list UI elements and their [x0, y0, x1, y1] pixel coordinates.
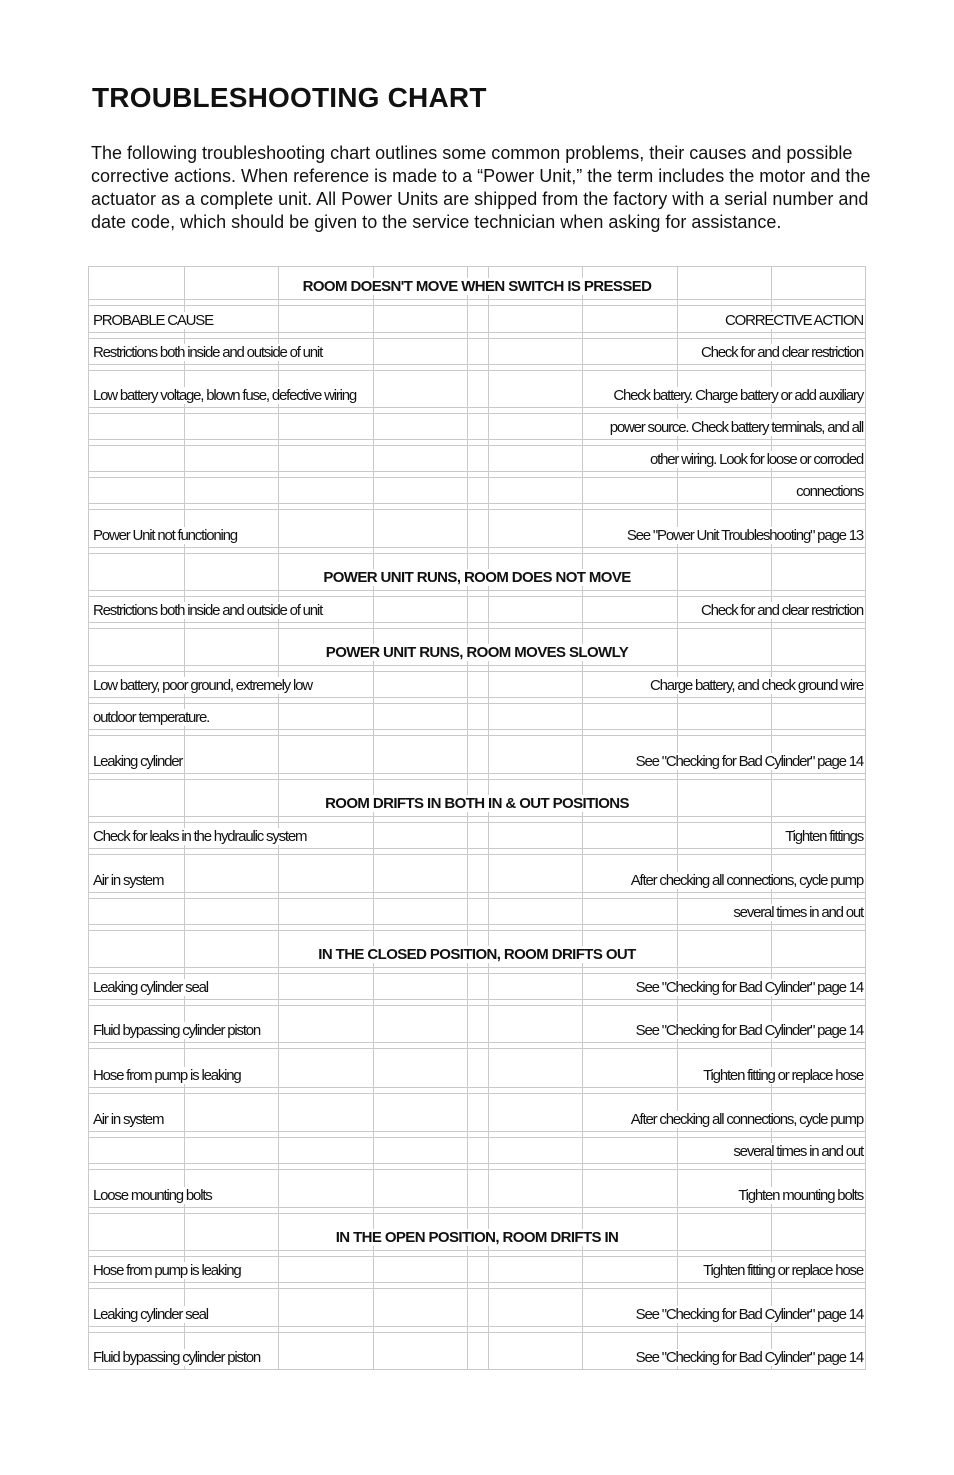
- row-gridline: [89, 924, 865, 925]
- table-row: [89, 697, 865, 729]
- section-heading-text: POWER UNIT RUNS, ROOM DOES NOT MOVE: [323, 569, 631, 586]
- table-row: [89, 407, 865, 439]
- probable-cause-cell: Air in system: [93, 1111, 164, 1128]
- table-row: [89, 741, 865, 773]
- probable-cause-cell: Restrictions both inside and outside of unit: [93, 602, 323, 619]
- corrective-action-cell: connections: [796, 483, 863, 500]
- section-heading-text: POWER UNIT RUNS, ROOM MOVES SLOWLY: [325, 644, 629, 661]
- table-row: [89, 1294, 865, 1326]
- probable-cause-cell: Fluid bypassing cylinder piston: [93, 1022, 261, 1039]
- corrective-action-cell: several times in and out: [733, 1143, 863, 1160]
- corrective-action-cell: several times in and out: [733, 904, 863, 921]
- corrective-action-cell: See "Power Unit Troubleshooting" page 13: [626, 527, 863, 544]
- corrective-action-cell: Check battery. Charge battery or add auxiliary: [613, 387, 863, 404]
- table-row: [89, 300, 865, 332]
- probable-cause-cell: Leaking cylinder: [93, 753, 183, 770]
- row-gridline: [89, 1005, 865, 1006]
- row-gridline: [89, 1213, 865, 1214]
- table-row: [89, 375, 865, 407]
- corrective-action-cell: Tighten fittings: [785, 828, 863, 845]
- row-gridline: [89, 547, 865, 548]
- section-heading: [89, 1229, 865, 1246]
- probable-cause-cell: Hose from pump is leaking: [93, 1067, 241, 1084]
- table-row: [89, 515, 865, 547]
- troubleshooting-table: [88, 266, 866, 1370]
- table-row: [89, 1131, 865, 1163]
- row-gridline: [89, 622, 865, 623]
- table-row: [89, 590, 865, 622]
- row-gridline: [89, 1282, 865, 1283]
- section-heading-row: [89, 267, 865, 299]
- table-row: [89, 967, 865, 999]
- row-gridline: [89, 1369, 865, 1370]
- probable-cause-cell: Fluid bypassing cylinder piston: [93, 1349, 261, 1366]
- row-gridline: [89, 553, 865, 554]
- section-heading-row: [89, 935, 865, 967]
- row-gridline: [89, 848, 865, 849]
- corrective-action-cell: See "Checking for Bad Cylinder" page 14: [635, 1022, 863, 1039]
- section-heading-text: ROOM DRIFTS IN BOTH IN & OUT POSITIONS: [325, 795, 629, 812]
- probable-cause-cell: Low battery voltage, blown fuse, defective wiring: [93, 387, 357, 404]
- probable-cause-cell: Leaking cylinder seal: [93, 979, 208, 996]
- row-gridline: [89, 930, 865, 931]
- probable-cause-cell: Loose mounting bolts: [93, 1187, 212, 1204]
- probable-cause-cell: outdoor temperature.: [93, 709, 210, 726]
- row-gridline: [89, 1169, 865, 1170]
- section-heading-row: [89, 1218, 865, 1250]
- corrective-action-cell: Check for and clear restriction: [700, 602, 863, 619]
- row-gridline: [89, 999, 865, 1000]
- row-gridline: [89, 1048, 865, 1049]
- probable-cause-cell: PROBABLE CAUSE: [93, 312, 213, 329]
- section-heading-text: ROOM DOESN'T MOVE WHEN SWITCH IS PRESSED: [302, 278, 652, 295]
- corrective-action-cell: Check for and clear restriction: [700, 344, 863, 361]
- row-gridline: [89, 1163, 865, 1164]
- probable-cause-cell: Check for leaks in the hydraulic system: [93, 828, 307, 845]
- table-row: [89, 1055, 865, 1087]
- corrective-action-cell: power source. Check battery terminals, and all: [609, 419, 863, 436]
- corrective-action-cell: Charge battery, and check ground wire: [650, 677, 863, 694]
- section-heading: [89, 795, 865, 812]
- section-heading-row: [89, 633, 865, 665]
- table-row: [89, 1099, 865, 1131]
- table-row: [89, 892, 865, 924]
- table-row: [89, 665, 865, 697]
- table-row: [89, 439, 865, 471]
- table-row: [89, 1010, 865, 1042]
- page-title: TROUBLESHOOTING CHART: [92, 82, 487, 113]
- row-gridline: [89, 729, 865, 730]
- row-gridline: [89, 503, 865, 504]
- corrective-action-cell: See "Checking for Bad Cylinder" page 14: [635, 753, 863, 770]
- corrective-action-cell: CORRECTIVE ACTION: [725, 312, 863, 329]
- row-gridline: [89, 1288, 865, 1289]
- row-gridline: [89, 773, 865, 774]
- corrective-action-cell: After checking all connections, cycle pump: [630, 872, 863, 889]
- section-heading-row: [89, 558, 865, 590]
- corrective-action-cell: Tighten mounting bolts: [738, 1187, 863, 1204]
- corrective-action-cell: See "Checking for Bad Cylinder" page 14: [635, 1349, 863, 1366]
- table-row: [89, 332, 865, 364]
- table-row: [89, 860, 865, 892]
- corrective-action-cell: other wiring. Look for loose or corroded: [650, 451, 863, 468]
- table-row: [89, 816, 865, 848]
- section-heading: [89, 278, 865, 295]
- section-heading: [89, 569, 865, 586]
- probable-cause-cell: Hose from pump is leaking: [93, 1262, 241, 1279]
- corrective-action-cell: Tighten fitting or replace hose: [703, 1067, 863, 1084]
- probable-cause-cell: Power Unit not functioning: [93, 527, 237, 544]
- section-heading: [89, 644, 865, 661]
- corrective-action-cell: Tighten fitting or replace hose: [703, 1262, 863, 1279]
- row-gridline: [89, 509, 865, 510]
- section-heading: [89, 946, 865, 963]
- corrective-action-cell: See "Checking for Bad Cylinder" page 14: [635, 1306, 863, 1323]
- row-gridline: [89, 1326, 865, 1327]
- section-heading-text: IN THE CLOSED POSITION, ROOM DRIFTS OUT: [318, 946, 636, 963]
- intro-paragraph: The following troubleshooting chart outlines some common problems, their causes and possible corrective actions. When reference is made to a “Power Unit,” the term includes the motor and the actuator as a complete unit. All Power Units are shipped from the factory with a serial number and date code, which should be given to the service technician when asking for assistance.: [91, 143, 871, 232]
- table-row: [89, 1337, 865, 1369]
- section-heading-row: [89, 784, 865, 816]
- row-gridline: [89, 1332, 865, 1333]
- row-gridline: [89, 1093, 865, 1094]
- table-row: [89, 1175, 865, 1207]
- probable-cause-cell: Leaking cylinder seal: [93, 1306, 208, 1323]
- row-gridline: [89, 1042, 865, 1043]
- row-gridline: [89, 854, 865, 855]
- row-gridline: [89, 1207, 865, 1208]
- table-row: [89, 471, 865, 503]
- probable-cause-cell: Air in system: [93, 872, 164, 889]
- row-gridline: [89, 628, 865, 629]
- row-gridline: [89, 1087, 865, 1088]
- probable-cause-cell: Low battery, poor ground, extremely low: [93, 677, 312, 694]
- section-heading-text: IN THE OPEN POSITION, ROOM DRIFTS IN: [335, 1229, 619, 1246]
- corrective-action-cell: After checking all connections, cycle pump: [630, 1111, 863, 1128]
- probable-cause-cell: Restrictions both inside and outside of unit: [93, 344, 323, 361]
- row-gridline: [89, 364, 865, 365]
- corrective-action-cell: See "Checking for Bad Cylinder" page 14: [635, 979, 863, 996]
- row-gridline: [89, 779, 865, 780]
- row-gridline: [89, 370, 865, 371]
- table-row: [89, 1250, 865, 1282]
- row-gridline: [89, 735, 865, 736]
